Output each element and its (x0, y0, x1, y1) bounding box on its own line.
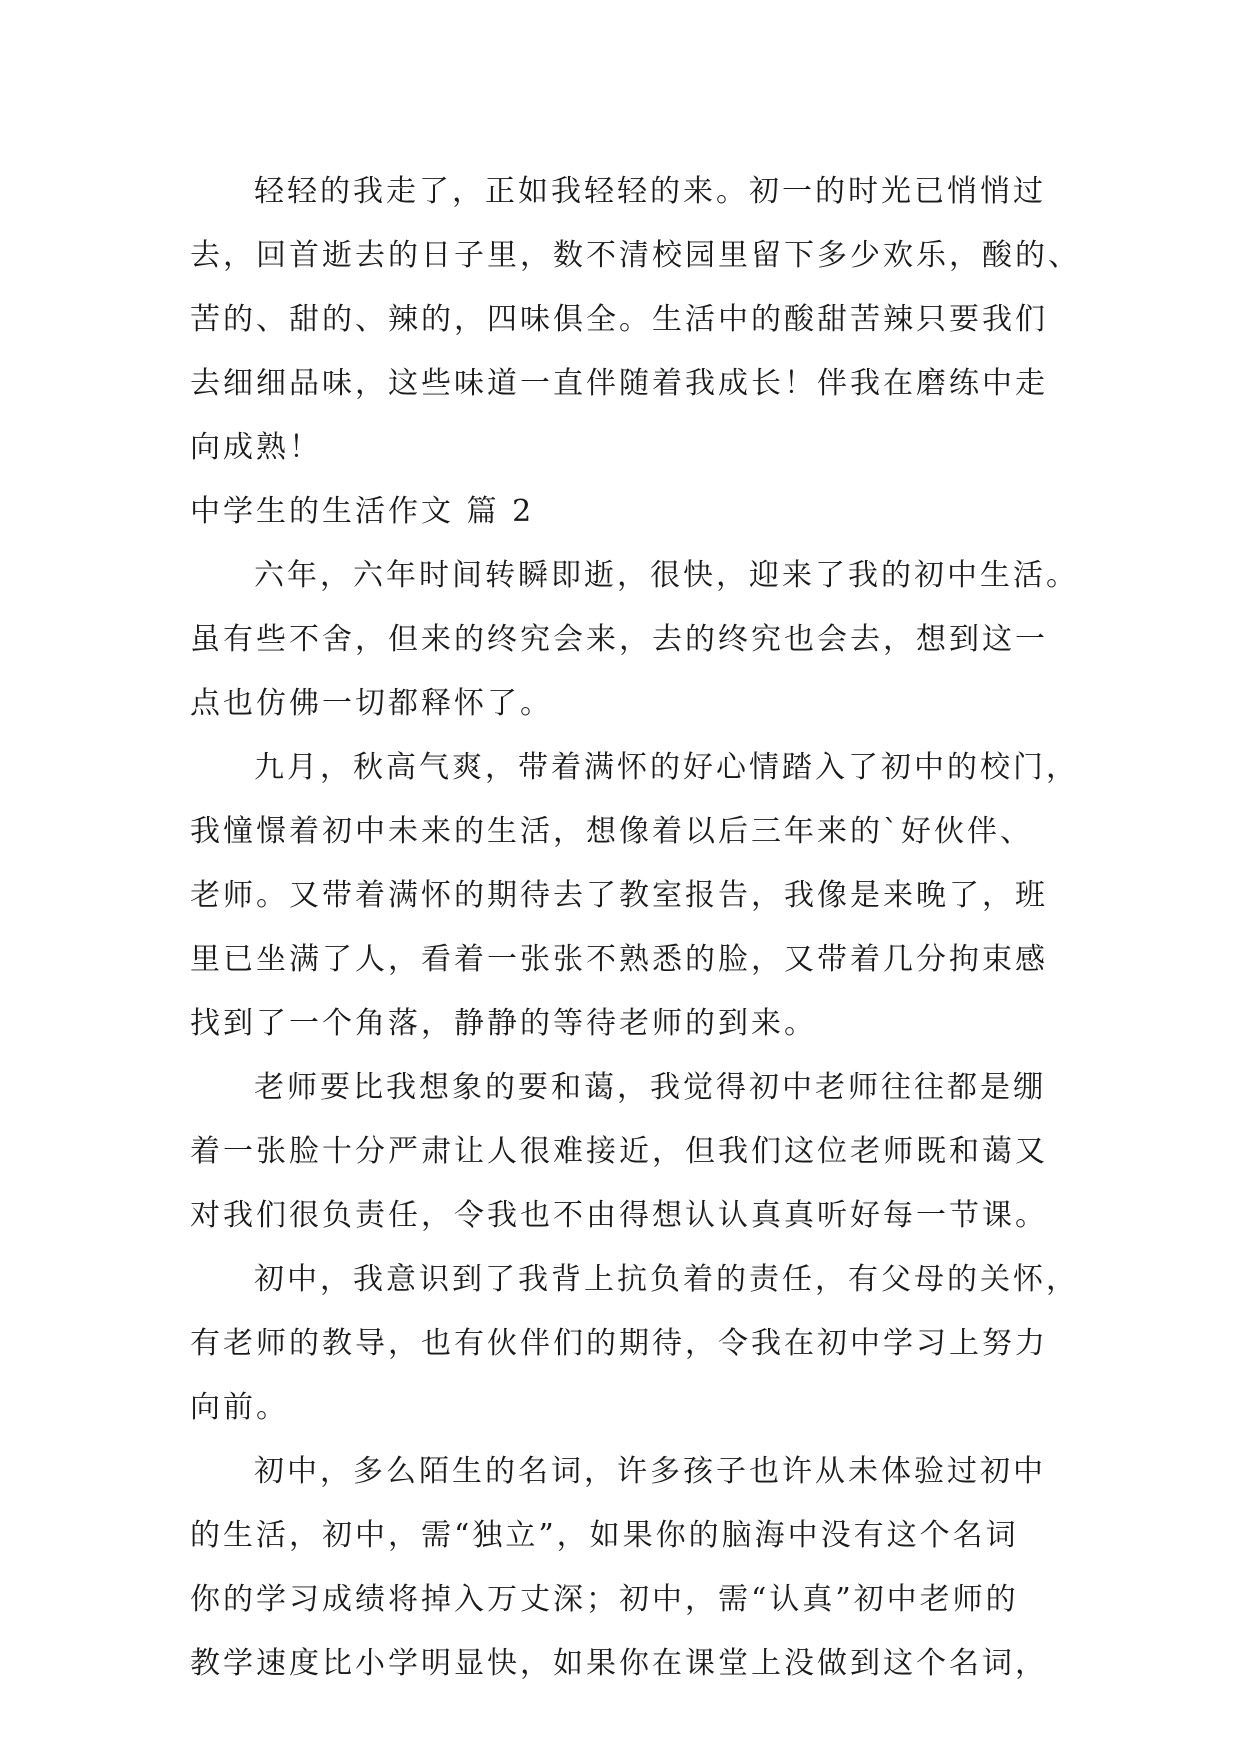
text-line: 六年，六年时间转瞬即逝，很快，迎来了我的初中生活。 (254, 558, 1079, 593)
text-line: 轻轻的我走了，正如我轻轻的来。初一的时光已悄悄过 (254, 174, 1046, 209)
paragraph (190, 1056, 1070, 1248)
text-line: 教学速度比小学明显快，如果你在课堂上没做到这个名词， (190, 1646, 1048, 1681)
text-line: 向前。 (190, 1390, 289, 1425)
text-line: 对我们很负责任，令我也不由得想认认真真听好每一节课。 (190, 1198, 1048, 1233)
text-line: 点也仿佛一切都释怀了。 (190, 686, 553, 721)
text-line: 苦的、甜的、辣的，四味俱全。生活中的酸甜苦辣只要我们 (190, 302, 1048, 337)
paragraph (190, 160, 1081, 480)
paragraph (190, 736, 1079, 1056)
document-body (190, 160, 1081, 1696)
paragraph (190, 1248, 1079, 1440)
text-line: 九月，秋高气爽，带着满怀的好心情踏入了初中的校门， (254, 750, 1079, 785)
text-line: 老师要比我想象的要和蔼，我觉得初中老师往往都是绷 (254, 1070, 1046, 1105)
text-line: 虽有些不舍，但来的终究会来，去的终究也会去，想到这一 (190, 622, 1048, 657)
text-line: 找到了一个角落，静静的等待老师的到来。 (190, 1006, 817, 1041)
text-line: 里已坐满了人，看着一张张不熟悉的脸，又带着几分拘束感 (190, 942, 1048, 977)
text-line: 初中，我意识到了我背上抗负着的责任，有父母的关怀， (254, 1262, 1079, 1297)
text-line: 去，回首逝去的日子里，数不清校园里留下多少欢乐，酸的、 (190, 238, 1081, 273)
text-line: 去细细品味，这些味道一直伴随着我成长！伴我在磨练中走 (190, 366, 1048, 401)
section-heading: 中学生的生活作文 篇 2 (190, 494, 535, 529)
text-line: 老师。又带着满怀的期待去了教室报告，我像是来晚了，班 (190, 878, 1048, 913)
text-line: 我憧憬着初中未来的生活，想像着以后三年来的`好伙伴、 (190, 814, 1033, 849)
text-line: 向成熟！ (190, 430, 322, 465)
text-line: 初中，多么陌生的名词，许多孩子也许从未体验过初中 (254, 1454, 1046, 1489)
paragraph (190, 544, 1079, 736)
text-line: 的生活，初中，需“独立”，如果你的脑海中没有这个名词 (190, 1518, 1019, 1553)
paragraph (190, 1440, 1070, 1696)
text-line: 有老师的教导，也有伙伴们的期待，令我在初中学习上努力 (190, 1326, 1048, 1361)
text-line: 你的学习成绩将掉入万丈深；初中，需“认真”初中老师的 (190, 1582, 1019, 1617)
text-line: 着一张脸十分严肃让人很难接近，但我们这位老师既和蔼又 (190, 1134, 1048, 1169)
